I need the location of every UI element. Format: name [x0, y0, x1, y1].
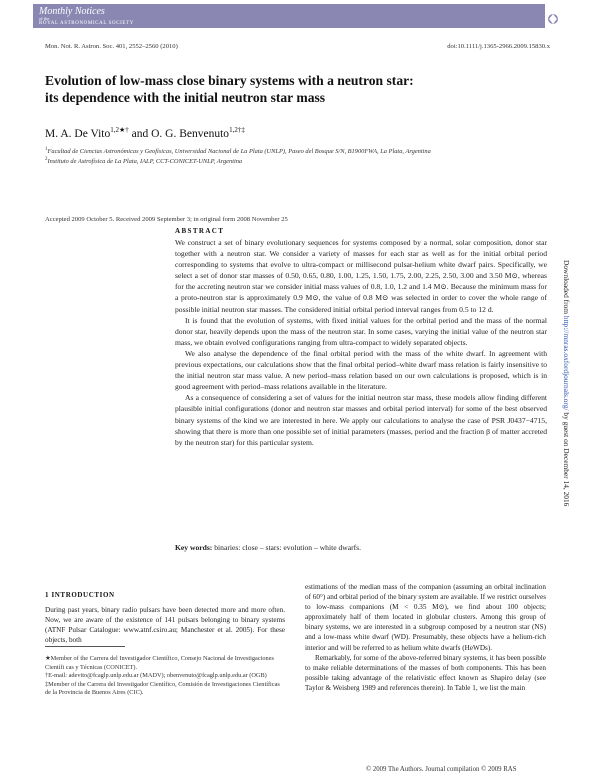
dates-line: Accepted 2009 October 5. Received 2009 September 3; in original form 2008 November 25 [45, 216, 288, 223]
title-line: its dependence with the initial neutron star mass [45, 90, 326, 105]
footnote-divider [45, 646, 125, 647]
author-list [45, 126, 245, 140]
author-name: M. A. De Vito [45, 127, 111, 140]
download-notice: Downloaded from http://mnras.oxfordjournals.org/ by guest on December 14, 2016 [562, 260, 571, 507]
journal-banner [33, 4, 545, 28]
copyright-line: © 2009 The Authors. Journal compilation © 2009 RAS [366, 766, 517, 773]
keywords-text: binaries: close – stars: evolution – white dwarfs. [214, 543, 362, 552]
footnote: †E-mail: adevito@fcaglp.unlp.edu.ar (MADV); obenvenuto@fcaglp.unlp.edu.ar (OGB) [45, 672, 267, 680]
footnotes [45, 655, 285, 698]
intro-left-column: During past years, binary radio pulsars have been detected more and more often. Now, we are aware of the existence of 141 pulsars belonging to binary systems (ATNF Pulsar Catalogue: www.atnf.csiro.au; Manchester et al. 2005). For these objects, both [45, 606, 285, 645]
keywords-label: Key words: [175, 543, 213, 552]
citation: Mon. Not. R. Astron. Soc. 401, 2552–2560 (2010) [45, 43, 178, 50]
affiliation: $^1$Facultad de Ciencias Astronómicas y Geofísicas, Universidad Nacional de La Plata (UNLP), Paseo del Bosque S/N, B1900FWA, La Plata, Argentina [45, 147, 431, 156]
keywords [175, 543, 361, 552]
title-line: Evolution of low-mass close binary systems with a neutron star: [45, 73, 414, 88]
abstract-paragraph: It is found that the evolution of systems, with fixed initial values for the orbital period and the mass of the normal donor star, heavily depends upon the mass of the neutron star. In some cases, varying the initial value of the neutron star mass, we obtain evolved configurations ranging from ultra-compact to widely separated objects. [175, 315, 547, 347]
body-paragraph: Remarkably, for some of the above-referred binary systems, it has been possible to make reliable determinations of the masses of both components. This has been possible taking advantage of the relativistic effect known as Shapiro delay (see Taylor & Weisberg 1989 and references therein). In Table 1, we list the main [305, 653, 546, 692]
abstract-paragraph: We also analyse the dependence of the final orbital period with the mass of the white dwarf. In agreement with previous expectations, our calculations show that the final orbital period–white dwarf mass relation is fairly insensitive to the initial neutron star mass value. A new period–mass relation based on our own calculations is proposed, which is in good agreement with period–mass relations available in the literature. [175, 348, 547, 392]
author-marks: 1,2†‡ [229, 126, 245, 134]
intro-right-column [305, 582, 546, 693]
section-heading: 1 INTRODUCTION [45, 591, 115, 599]
doi: doi:10.1111/j.1365-2966.2009.15830.x [447, 43, 550, 50]
society-name: ROYAL ASTRONOMICAL SOCIETY [39, 21, 134, 26]
journal-name: Monthly Notices [39, 6, 105, 17]
footnote: ★Member of the Carrera del Investigador Científico, Consejo Nacional de Investigaciones Científi cas y Técnicas (CONICET). [45, 655, 274, 671]
abstract-paragraph: As a consequence of considering a set of values for the initial neutron star mass, these models allow finding different plausible initial configurations (donor and neutron star masses and orbital period interval) for some of the best observed binary systems of the kind we are interested in here. We apply our calculations to analyse the case of PSR J0437−4715, showing that there is more than one possible set of initial parameters (masses, period and the fraction β of matter accreted by the neutron star) for this particular system. [175, 393, 547, 447]
society-crest-icon [544, 10, 562, 28]
affiliation: $^2$Instituto de Astrofísica de La Plata, IALP, CCT-CONICET-UNLP, Argentina [45, 157, 243, 166]
footnote: ‡Member of the Carrera del Investigador Científico, Comisión de Investigaciones Científicas de la Provincia de Buenos Aires (CIC). [45, 680, 280, 697]
author-name: O. G. Benvenuto [151, 127, 230, 140]
author-conjunction: and [128, 127, 152, 140]
body-paragraph: estimations of the median mass of the companion (assuming an orbital inclination of 60°) and orbital period of the binary system are available. If we restrict ourselves to low-mass companions (M < 0.35 M⊙), we find about 100 objects; approximately half of them located in globular clusters. Among this group of binary systems, we are interested in a subgroup composed by a neutron star (NS) and a low-mass white dwarf (WD). Presumably, these objects have a helium-rich interior and will be referred to as helium white dwarfs (HeWDs). [305, 583, 546, 652]
paper-title [45, 72, 525, 106]
abstract-body [175, 237, 547, 448]
abstract-heading: ABSTRACT [175, 227, 225, 235]
abstract-paragraph: We construct a set of binary evolutionary sequences for systems composed by a normal, solar composition, donor star together with a neutron star. We consider a variety of masses for each star as well as for the initial orbital period corresponding to systems that evolve to ultra-compact or millisecond pulsar-helium white dwarf pairs. Specifically, we select a set of donor star masses of 0.50, 0.65, 0.80, 1.00, 1.25, 1.50, 1.75, 2.00, 2.25, 2.50, 3.00 and 3.50 M⊙, whereas for the accreting neutron star we consider initial mass values of 0.8, 1.0, 1.2 and 1.4 M⊙. Because the minimum mass for a proto-neutron star is approximately 0.9 M⊙, the value of 0.8 M⊙ was selected in order to cover the whole range of possible initial neutron star masses. The considered initial orbital period interval ranges from 0.5 to 12 d. [175, 238, 547, 314]
journal-of: of the [39, 16, 50, 21]
download-link[interactable]: http://mnras.oxfordjournals.org/ [562, 315, 571, 411]
author-marks: 1,2★† [110, 126, 129, 134]
